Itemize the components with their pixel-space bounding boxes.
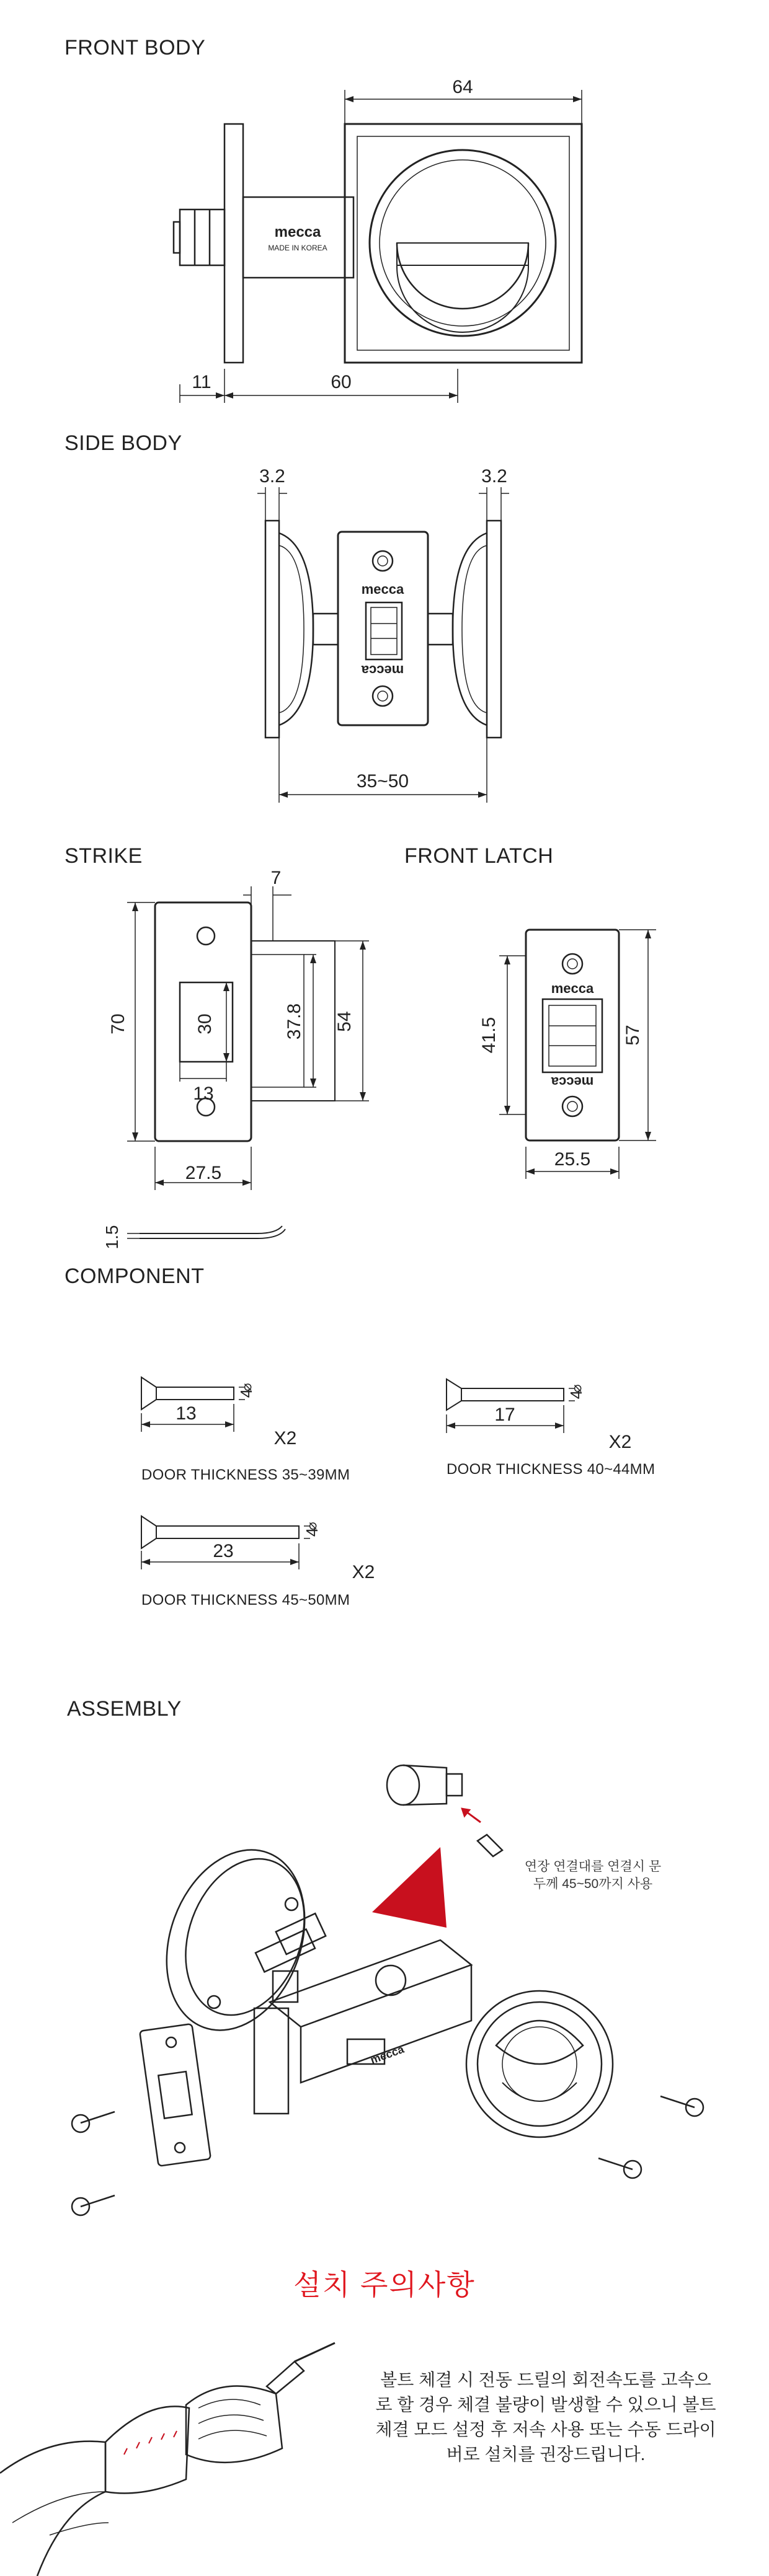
component-2-length: 17 <box>494 1405 515 1425</box>
component-3-caption: DOOR THICKNESS 45~50MM <box>141 1592 350 1608</box>
assembly-callout-text: 연장 연결대를 연결시 문두께 45~50까지 사용 <box>524 1859 662 1891</box>
section-title-front-latch: FRONT LATCH <box>404 844 554 868</box>
strike-dim-total: 54 <box>334 1011 355 1032</box>
side-body-dim-thickness: 35~50 <box>356 771 409 792</box>
component-3-qty: X2 <box>352 1562 375 1582</box>
front-body-drawing <box>0 0 769 434</box>
component-2-diameter: 4 <box>567 1390 585 1400</box>
component-1-length: 13 <box>176 1403 197 1424</box>
component-3-length: 23 <box>213 1541 234 1561</box>
strike-dim-lip: 37.8 <box>284 1003 304 1040</box>
latch-dim-height: 57 <box>623 1025 643 1046</box>
strike-dim-inner: 30 <box>195 1013 215 1034</box>
latch-brand-bottom: mecca <box>551 1074 594 1090</box>
side-body-brand-bottom: mecca <box>361 663 404 678</box>
drill-illustration <box>0 2337 384 2576</box>
svg-text:⌀: ⌀ <box>569 1384 584 1393</box>
strike-dim-height: 70 <box>108 1013 128 1034</box>
component-1-diameter: 4 <box>237 1388 256 1398</box>
component-2-caption: DOOR THICKNESS 40~44MM <box>447 1461 656 1478</box>
screw-icon <box>72 2096 703 2215</box>
caution-title: 설치 주의사항 <box>293 2269 476 2301</box>
latch-body <box>254 1940 471 2114</box>
section-title-strike: STRIKE <box>64 844 143 868</box>
side-body-drawing <box>0 434 769 818</box>
strike-latch-drawing <box>0 868 769 1264</box>
strike-dim-top: 7 <box>270 868 282 888</box>
latch-dim-width: 25.5 <box>554 1149 591 1170</box>
rosette-inner <box>143 1830 329 2050</box>
side-body-dim-right: 3.2 <box>481 466 507 487</box>
front-body-dim-left: 11 <box>192 372 211 392</box>
strike-dim-width: 27.5 <box>185 1163 222 1183</box>
component-3-diameter: 4 <box>303 1527 321 1537</box>
assembly-drawing <box>0 1736 769 2244</box>
component-1-qty: X2 <box>273 1428 297 1449</box>
component-drawing <box>0 1326 769 1649</box>
callout-pointer <box>372 1847 447 1928</box>
section-title-assembly: ASSEMBLY <box>67 1697 182 1721</box>
latch-brand-top: mecca <box>551 981 594 996</box>
caution-body: 볼트 체결 시 전동 드릴의 회전속도를 고속으로 할 경우 체결 불량이 발생할 수 있으니 볼트 체결 모드 설정 후 저속 사용 또는 수동 드라이버로 설치를 권장드립니다. <box>375 2370 716 2464</box>
section-title-side-body: SIDE BODY <box>64 431 182 455</box>
side-body-brand-top: mecca <box>361 581 404 597</box>
strike-dim-bottom-inner: 13 <box>193 1083 214 1104</box>
assembly-latch-brand: mecca <box>368 2042 406 2067</box>
rosette-outer <box>466 1991 613 2137</box>
svg-text:⌀: ⌀ <box>239 1383 254 1392</box>
front-body-brand: mecca <box>274 224 321 240</box>
strike-plate <box>140 2024 211 2166</box>
section-title-component: COMPONENT <box>64 1264 205 1288</box>
front-body-dim-body: 60 <box>331 372 352 392</box>
latch-dim-inner: 41.5 <box>479 1017 499 1054</box>
component-2-qty: X2 <box>608 1432 632 1452</box>
strike-dim-thick: 1.5 <box>102 1225 122 1250</box>
front-body-made-in: MADE IN KOREA <box>268 244 327 252</box>
svg-text:⌀: ⌀ <box>304 1522 319 1530</box>
side-body-dim-left: 3.2 <box>259 466 285 487</box>
section-title-front-body: FRONT BODY <box>64 36 206 60</box>
extension-rod-icon <box>387 1765 502 1856</box>
component-1-caption: DOOR THICKNESS 35~39MM <box>141 1467 350 1483</box>
front-body-dim-width: 64 <box>452 77 473 97</box>
